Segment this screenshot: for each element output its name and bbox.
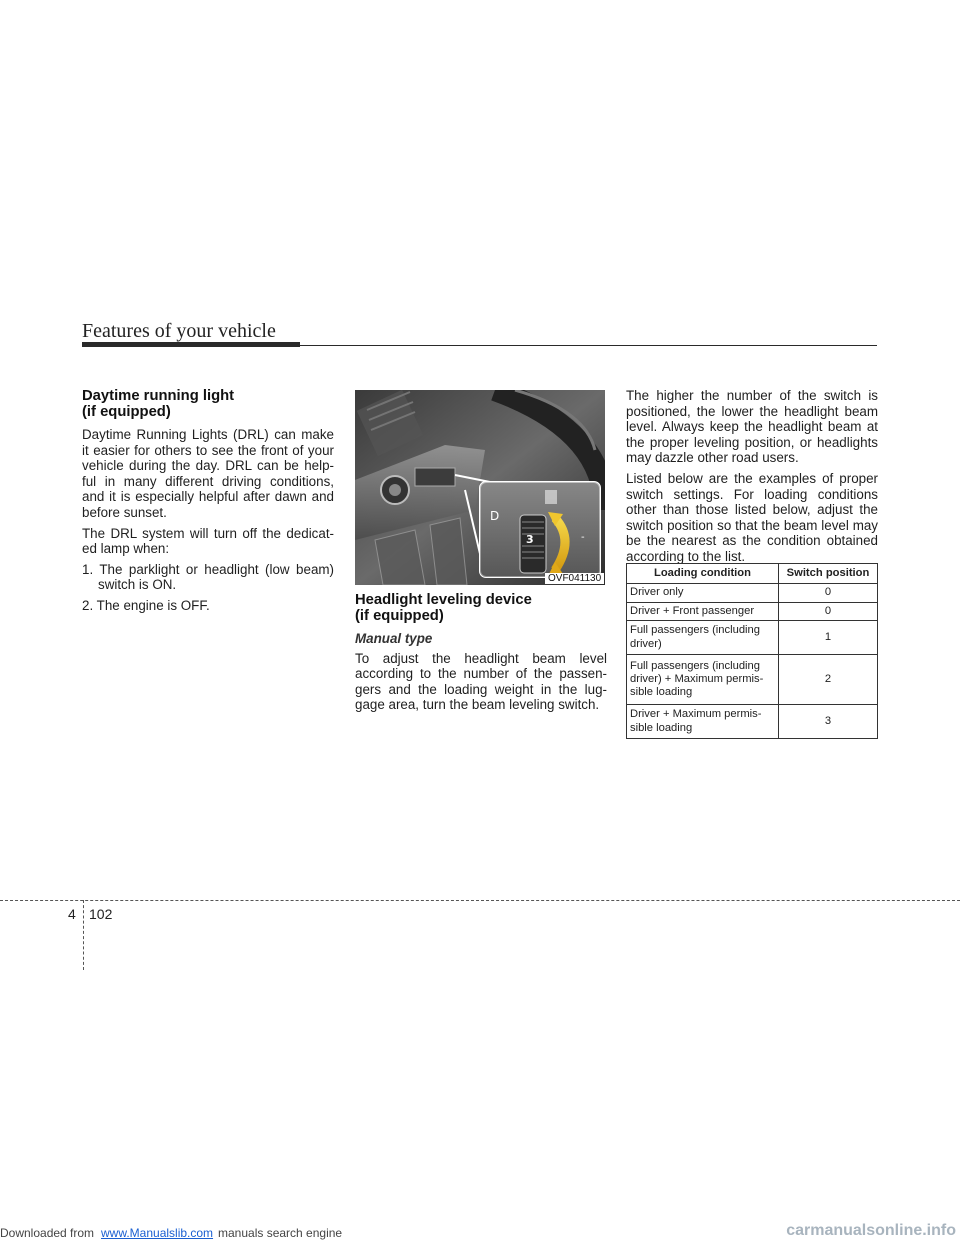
table-row [627, 621, 878, 655]
footer-dashed-rule [0, 900, 960, 901]
dashboard-illustration [355, 390, 605, 585]
middle-column [355, 592, 607, 718]
drl-paragraph-2: The DRL system will turn off the dedicat- ed lamp when: [82, 525, 334, 557]
table-cell-condition: Driver + Front passenger [627, 602, 779, 620]
drl-list-item-2: 2. The engine is OFF. [82, 597, 210, 613]
loading-condition-table [626, 563, 878, 739]
table-cell-position: 2 [779, 655, 878, 705]
watermark-text: carmanualsonline.info [786, 1222, 956, 1239]
chapter-number: 4 [68, 906, 76, 922]
table-cell-condition: Driver + Maximum permis- sible loading [627, 705, 779, 739]
table-row [627, 584, 878, 602]
leveling-heading [355, 592, 607, 624]
drl-heading-line1: Daytime running light [82, 388, 235, 404]
download-prefix: Downloaded from [0, 1226, 95, 1240]
leveling-subhead: Manual type [355, 631, 433, 646]
table-row [627, 705, 878, 739]
table-cell-position: 0 [779, 584, 878, 602]
svg-text:-: - [581, 532, 585, 543]
table-cell-condition: Driver only [627, 584, 779, 602]
figure-code: OVF041130 [545, 573, 604, 584]
footer-dashed-divider [83, 900, 84, 970]
table-cell-position: 0 [779, 602, 878, 620]
table-cell-condition: Full passengers (including driver) + Maximum permis- sible loading [627, 655, 779, 705]
header-rule-thin [300, 345, 877, 346]
table-header-position: Switch position [779, 564, 878, 584]
table-row [627, 602, 878, 620]
drl-heading [82, 388, 334, 420]
table-header-row [627, 564, 878, 584]
switch-number-label: 3 [526, 533, 534, 546]
leveling-heading-line2: (if equipped) [355, 608, 444, 624]
left-column [82, 388, 334, 619]
headlight-switch-figure [355, 390, 605, 585]
table-header-condition: Loading condition [627, 564, 779, 584]
drl-heading-line2: (if equipped) [82, 404, 171, 420]
drl-paragraph-1: Daytime Running Lights (DRL) can make it easier for others to see the front of your vehicle during the day. DRL can be help- ful in many different driving conditions, and it is especially helpful after dawn and before sunset. [82, 427, 334, 520]
page-number: 102 [89, 906, 113, 922]
leveling-heading-line1: Headlight leveling device [355, 592, 532, 608]
right-column [626, 388, 878, 570]
download-banner [0, 1224, 960, 1242]
table-cell-condition: Full passengers (including driver) [627, 621, 779, 655]
manualslib-link[interactable]: www.Manualslib.com [101, 1226, 214, 1240]
drl-list-item-1: 1. The parklight or headlight (low beam) switch is ON. [82, 561, 334, 593]
page-header-title: Features of your vehicle [82, 320, 276, 342]
table-row [627, 655, 878, 705]
leveling-paragraph-1: To adjust the headlight beam level according to the number of the passen- gers and the loading weight in the lug- gage area, turn the beam leveling switch. [355, 650, 607, 713]
table-cell-position: 3 [779, 705, 878, 739]
download-suffix: manuals search engine [218, 1226, 343, 1240]
right-paragraph-2: Listed below are the examples of proper switch settings. For loading conditions other than those listed below, adjust the switch position so that the beam level may be the nearest as the condition obtained according to the list. [626, 470, 878, 564]
right-paragraph-1: The higher the number of the switch is positioned, the lower the headlight beam level. Always keep the headlight beam at the proper leveling position, or headlights may dazzle other road users. [626, 388, 878, 466]
table-cell-position: 1 [779, 621, 878, 655]
svg-text:D: D [490, 509, 500, 523]
header-rule-thick [82, 342, 300, 347]
